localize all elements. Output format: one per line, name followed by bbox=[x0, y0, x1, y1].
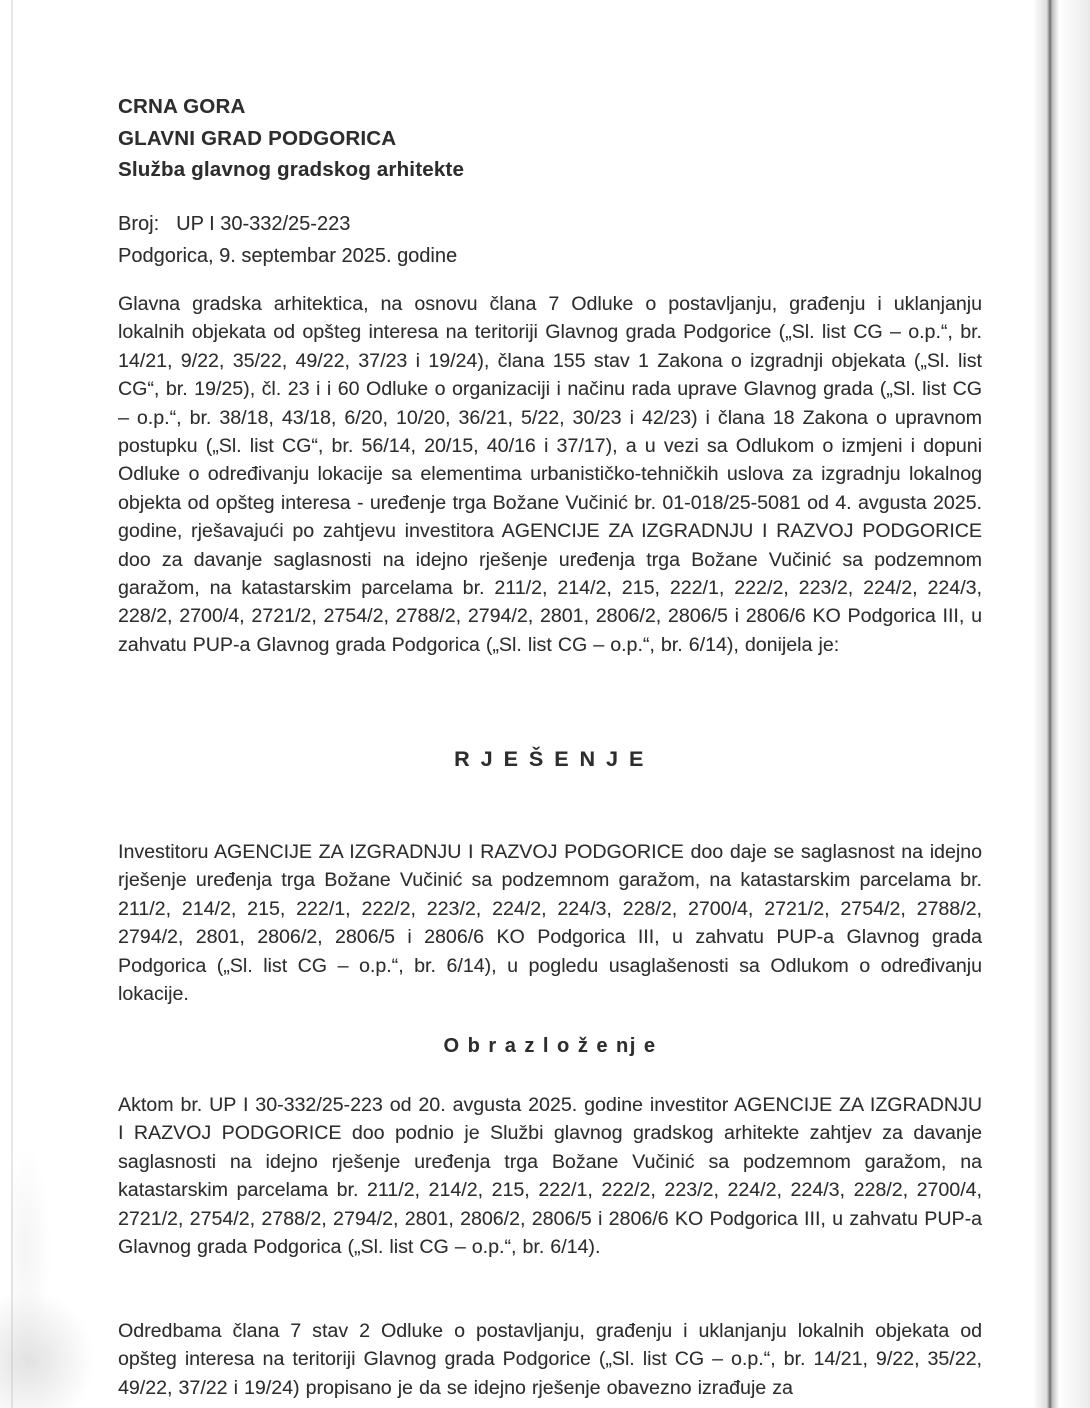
scan-edge-line bbox=[1033, 0, 1090, 1408]
header-line-office: Služba glavnog gradskog arhitekte bbox=[118, 158, 465, 181]
resolution-heading: R J E Š E N J E bbox=[454, 747, 646, 771]
scan-smudge-artifact bbox=[0, 1290, 95, 1408]
explanation-paragraph-2: Odredbama člana 7 stav 2 Odluke o postavljanju, građenju i uklanjanju lokalnih objekata od opšteg interesa na teritoriji Glavnog grada Podgorice („Sl. list CG – o.p.“, br. 14/21, 9/22, 35/22, 49/22, 37/22 i 19/24) propisano je da se idejno rješenje obavezno izrađuje za bbox=[118, 1320, 982, 1399]
explanation-paragraph-1: Aktom br. UP I 30-332/25-223 od 20. avgusta 2025. godine investitor AGENCIJE ZA IZGRADNJU I RAZVOJ PODGORICE doo podnio je Službi glavnog gradskog arhitekte zahtjev za davanje saglasnosti na idejno rješenje uređenja trga Božane Vučinić sa podzemnom garažom, na katastarskim parcelama br. 211/2, 214/2, 215, 222/1, 222/2, 223/2, 224/2, 224/3, 228/2, 2700/4, 2721/2, 2754/2, 2788/2, 2794/2, 2801, 2806/2, 2806/5 i 2806/6 KO Podgorica III, u zahvatu PUP-a Glavnog grada Podgorica („Sl. list CG – o.p.“, br. 6/14). bbox=[118, 1094, 982, 1259]
intro-paragraph: Glavna gradska arhitektica, na osnovu člana 7 Odluke o postavljanju, građenju i uklanjanju lokalnih objekata od opšteg interesa na teritoriji Glavnog grada Podgorice („Sl. list CG – o.p.“, br. 14/21, 9/22, 35/22, 49/22, 37/23 i 19/24), člana 155 stav 1 Zakona o izgradnji objekata („Sl. list CG“, br. 19/25), čl. 23 i i 60 Odluke o organizaciji i načinu rada uprave Glavnog grada („Sl. list CG – o.p.“, br. 38/18, 43/18, 6/20, 10/20, 36/21, 5/22, 30/23 i 42/23) i člana 18 Zakona o upravnom postupku („Sl. list CG“, br. 56/14, 20/15, 40/16 i 37/17), a u vezi sa Odlukom o izmjeni i dopuni Odluke o određivanju lokacije sa elementima urbanističko-tehničkih uslova za izgradnju lokalnog objekta od opšteg interesa - uređenje trga Božane Vučinić br. 01-018/25-5081 od 4. avgusta 2025. godine, rješavajući po zahtjevu investitora AGENCIJE ZA IZGRADNJU I RAZVOJ PODGORICE doo za davanje saglasnosti na idejno rješenje uređenja trga Božane Vučinić sa podzemnom garažom, na katastarskim parcelama br. 211/2, 214/2, 215, 222/1, 222/2, 223/2, 224/2, 224/3, 228/2, 2700/4, 2721/2, 2754/2, 2788/2, 2794/2, 2801, 2806/2, 2806/5 i 2806/6 KO Podgorica III, u zahvatu PUP-a Glavnog grada Podgorica („Sl. list CG – o.p.“, br. 6/14), donijela je: bbox=[118, 293, 982, 656]
document-number bbox=[118, 208, 457, 240]
resolution-paragraph: Investitoru AGENCIJE ZA IZGRADNJU I RAZVOJ PODGORICE doo daje se saglasnost na idejno rješenje uređenja trga Božane Vučinić sa podzemnom garažom, na katastarskim parcelama br. 211/2, 214/2, 215, 222/1, 222/2, 223/2, 224/2, 224/3, 228/2, 2700/4, 2721/2, 2754/2, 2788/2, 2794/2, 2801, 2806/2, 2806/5 i 2806/6 KO Podgorica III, u zahvatu PUP-a Glavnog grada Podgorica („Sl. list CG – o.p.“, br. 6/14), u pogledu usaglašenosti sa Odlukom o određivanju lokacije. bbox=[118, 841, 982, 1006]
document-number-value: UP I 30-332/25-223 bbox=[176, 213, 351, 235]
page-edge-shadow bbox=[11, 0, 13, 1408]
header-line-city: GLAVNI GRAD PODGORICA bbox=[118, 126, 397, 150]
place-date: Podgorica, 9. septembar 2025. godine bbox=[118, 245, 458, 267]
header-line-country: CRNA GORA bbox=[118, 95, 246, 118]
document-number-label: Broj: bbox=[118, 213, 160, 235]
explanation-heading: O b r a z l o ž e nj e bbox=[443, 1035, 657, 1057]
document-meta bbox=[118, 208, 457, 272]
agency-header bbox=[118, 91, 464, 186]
